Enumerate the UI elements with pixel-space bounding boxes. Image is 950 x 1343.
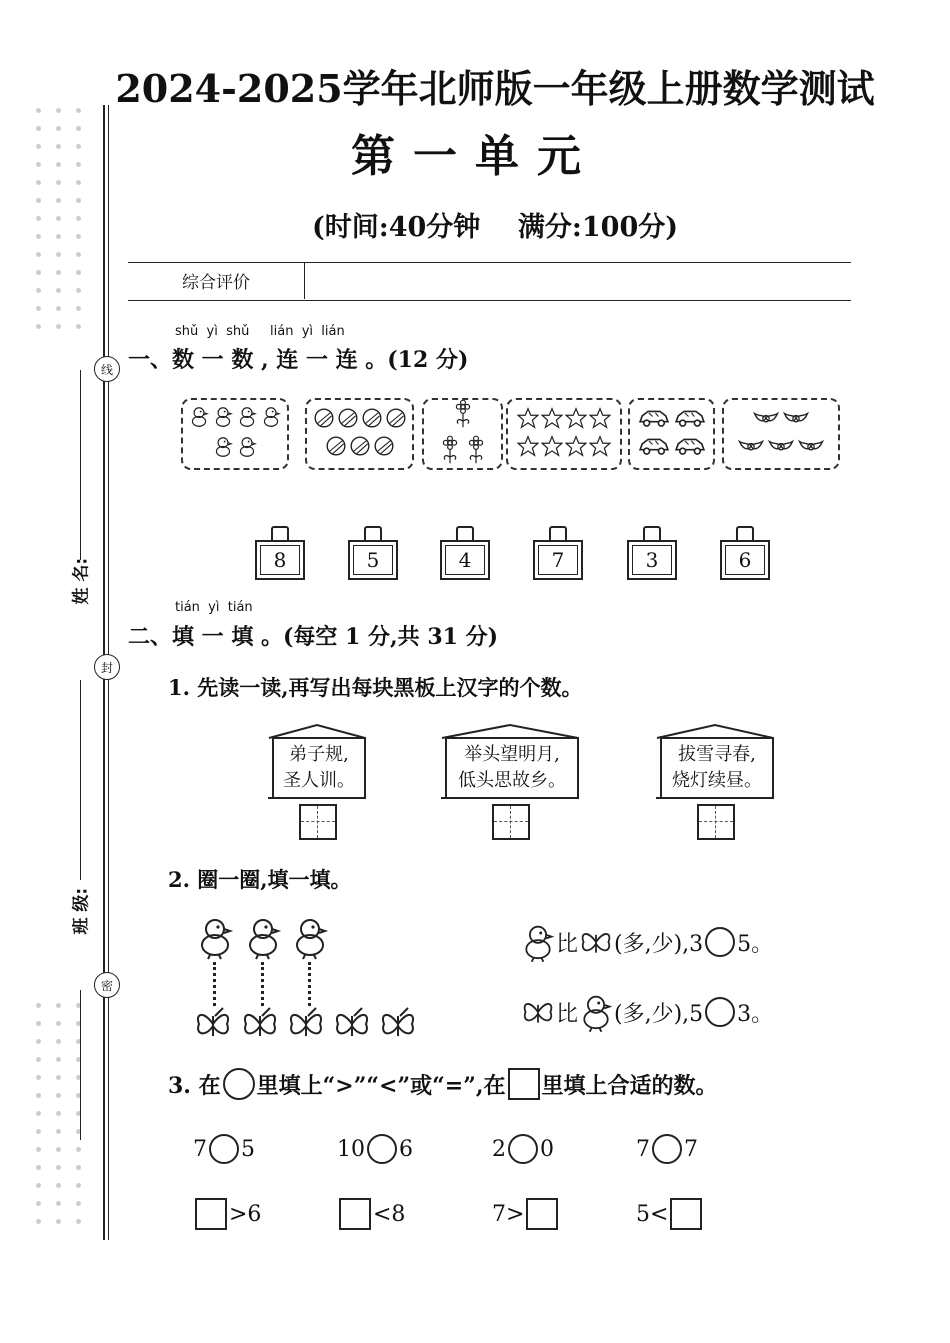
q3-square-example	[508, 1068, 540, 1100]
compare-item	[636, 1134, 698, 1164]
flower-icon	[451, 399, 475, 433]
butterfly-icon	[286, 1006, 326, 1046]
question1-text: 1. 先读一读,再写出每块黑板上汉字的个数。	[168, 675, 583, 700]
blackboard-text: 拔雪寻春,	[678, 744, 756, 765]
decorative-dot	[56, 1129, 61, 1134]
evaluation-label: 综合评价	[128, 262, 305, 299]
q3-text-b: 里填上“>”“<”或“=”,在	[256, 1072, 506, 1099]
q3-text-a: 3. 在	[168, 1072, 221, 1099]
fill-left: 7>	[492, 1201, 525, 1227]
fill-item	[636, 1198, 704, 1230]
ball-icon	[385, 407, 407, 433]
butterfly-icon	[378, 1006, 418, 1046]
compare-item	[337, 1134, 413, 1164]
number-card[interactable]: 5	[348, 540, 398, 580]
car-icon	[637, 407, 671, 433]
seal-xian: 线	[94, 356, 120, 382]
decorative-dot	[36, 252, 41, 257]
dotted-link-line	[308, 962, 311, 1006]
star-icon	[589, 435, 611, 461]
decorative-dot	[36, 1093, 41, 1098]
flower-icon	[464, 435, 488, 469]
decorative-dot	[76, 1147, 81, 1152]
decorative-dot	[56, 1183, 61, 1188]
fill-square[interactable]	[339, 1198, 371, 1230]
blackboard-ledge	[268, 797, 366, 799]
blackboard-ledge	[656, 797, 774, 799]
question3-text	[168, 1068, 718, 1100]
star-icon	[565, 435, 587, 461]
blackboard-ledge	[441, 797, 579, 799]
chick-icon	[290, 914, 330, 964]
chick-icon	[236, 435, 258, 463]
chick-icon	[212, 405, 234, 433]
picture-group-4[interactable]	[506, 398, 622, 470]
decorative-dot	[36, 1201, 41, 1206]
q2-s1-end: 5。	[737, 931, 774, 957]
exam-title: 2024-2025学年北师版一年级上册数学测试	[115, 66, 875, 111]
class-line	[80, 990, 81, 1140]
compare-left: 10	[337, 1136, 365, 1162]
chick-icon	[212, 435, 234, 463]
fill-square[interactable]	[195, 1198, 227, 1230]
decorative-dot	[36, 1003, 41, 1008]
ball-icon	[349, 435, 371, 461]
decorative-dot	[36, 1147, 41, 1152]
name-line-upper	[80, 370, 81, 560]
answer-grid-box[interactable]	[492, 804, 530, 840]
decorative-dot	[36, 1057, 41, 1062]
decorative-dot	[36, 1165, 41, 1170]
answer-grid-box[interactable]	[299, 804, 337, 840]
star-icon	[541, 407, 563, 433]
blackboard-text: 举头望明月,	[464, 744, 560, 765]
star-icon	[517, 435, 539, 461]
compare-left: 2	[492, 1136, 506, 1162]
dotted-link-line	[213, 962, 216, 1006]
decorative-dot	[36, 198, 41, 203]
compare-left: 7	[636, 1136, 650, 1162]
blackboard	[660, 737, 774, 799]
decorative-dot	[76, 1219, 81, 1224]
decorative-dot	[76, 270, 81, 275]
butterfly-icon	[193, 1006, 233, 1046]
q2-sentence-2	[520, 992, 773, 1032]
q2-s2-bi: 比	[556, 1001, 579, 1027]
section2-pinyin: tián yì tián	[175, 600, 253, 615]
bird-icon	[797, 435, 825, 461]
fill-item	[193, 1198, 261, 1230]
q2-sentence-1	[520, 922, 773, 962]
decorative-dot	[36, 1111, 41, 1116]
butterfly-icon	[520, 996, 556, 1028]
q2-s1-circle[interactable]	[705, 927, 735, 957]
compare-right: 5	[241, 1136, 255, 1162]
butterfly-icon	[578, 926, 614, 958]
star-icon	[517, 407, 539, 433]
decorative-dot	[56, 1219, 61, 1224]
chick-icon	[520, 922, 556, 962]
blackboard-text: 烧灯续昼。	[672, 770, 762, 791]
decorative-dot	[56, 1039, 61, 1044]
seal-mi: 密	[94, 972, 120, 998]
blackboard-text: 低头思故乡。	[458, 770, 566, 791]
section1-title: 一、数 一 数 , 连 一 连 。(12 分)	[128, 347, 469, 373]
ball-icon	[313, 407, 335, 433]
dot-column	[36, 108, 96, 1238]
fill-right: <8	[373, 1201, 406, 1227]
butterfly-icon	[240, 1006, 280, 1046]
car-icon	[673, 407, 707, 433]
ball-icon	[373, 435, 395, 461]
time-score: (时间:40分钟 满分:100分)	[311, 212, 679, 243]
compare-item	[492, 1134, 554, 1164]
decorative-dot	[56, 324, 61, 329]
number-card[interactable]: 4	[440, 540, 490, 580]
compare-left: 7	[193, 1136, 207, 1162]
q3-text-c: 里填上合适的数。	[541, 1072, 718, 1099]
q2-s2-circle[interactable]	[705, 997, 735, 1027]
blackboard-text: 弟子规,	[289, 744, 349, 765]
bird-icon	[752, 407, 780, 433]
chick-icon	[188, 405, 210, 433]
chick-icon	[578, 992, 614, 1032]
unit-title: 第一单元	[351, 131, 599, 182]
number-card[interactable]: 6	[720, 540, 770, 580]
decorative-dot	[36, 288, 41, 293]
car-icon	[637, 435, 671, 461]
bird-icon	[767, 435, 795, 461]
star-icon	[589, 407, 611, 433]
name-line-lower	[80, 680, 81, 880]
decorative-dot	[56, 1201, 61, 1206]
compare-circle[interactable]	[209, 1134, 239, 1164]
picture-group-6[interactable]	[722, 398, 840, 470]
q2-s1-bi: 比	[556, 931, 579, 957]
decorative-dot	[56, 1111, 61, 1116]
chick-icon	[260, 405, 282, 433]
dotted-link-line	[261, 962, 264, 1006]
number-card[interactable]: 7	[533, 540, 583, 580]
q2-s2-end: 3。	[737, 1001, 774, 1027]
q3-circle-example	[223, 1068, 255, 1100]
number-card[interactable]: 3	[627, 540, 677, 580]
name-label: 姓 名:	[71, 557, 92, 605]
decorative-dot	[56, 1147, 61, 1152]
number-card[interactable]: 8	[255, 540, 305, 580]
decorative-dot	[56, 1093, 61, 1098]
decorative-dot	[56, 198, 61, 203]
compare-right: 7	[684, 1136, 698, 1162]
decorative-dot	[76, 1183, 81, 1188]
decorative-dot	[56, 1075, 61, 1080]
q2-s1-rest: (多,少),3	[614, 931, 704, 957]
car-icon	[673, 435, 707, 461]
decorative-dot	[56, 306, 61, 311]
decorative-dot	[56, 270, 61, 275]
decorative-dot	[36, 1039, 41, 1044]
decorative-dot	[76, 306, 81, 311]
fill-right: >6	[229, 1201, 262, 1227]
decorative-dot	[36, 1021, 41, 1026]
chick-icon	[236, 405, 258, 433]
blackboard	[272, 737, 366, 799]
picture-group-5[interactable]	[628, 398, 715, 470]
fill-square[interactable]	[670, 1198, 702, 1230]
decorative-dot	[36, 1183, 41, 1188]
decorative-dot	[76, 1201, 81, 1206]
decorative-dot	[36, 306, 41, 311]
decorative-dot	[56, 252, 61, 257]
decorative-dot	[36, 324, 41, 329]
decorative-dot	[56, 1003, 61, 1008]
blackboard	[445, 737, 579, 799]
compare-right: 0	[540, 1136, 554, 1162]
evaluation-field[interactable]	[306, 264, 851, 298]
butterfly-icon	[332, 1006, 372, 1046]
flower-icon	[438, 435, 462, 469]
compare-item	[193, 1134, 255, 1164]
answer-grid-box[interactable]	[697, 804, 735, 840]
bird-icon	[782, 407, 810, 433]
compare-circle[interactable]	[367, 1134, 397, 1164]
star-icon	[565, 407, 587, 433]
ball-icon	[325, 435, 347, 461]
decorative-dot	[76, 1165, 81, 1170]
decorative-dot	[76, 198, 81, 203]
decorative-dot	[56, 1165, 61, 1170]
decorative-dot	[76, 252, 81, 257]
ball-icon	[337, 407, 359, 433]
chick-icon	[243, 914, 283, 964]
compare-circle[interactable]	[652, 1134, 682, 1164]
star-icon	[541, 435, 563, 461]
picture-group-1[interactable]	[181, 398, 289, 470]
decorative-dot	[36, 1129, 41, 1134]
decorative-dot	[36, 1075, 41, 1080]
chick-icon	[195, 914, 235, 964]
fill-item	[492, 1198, 560, 1230]
decorative-dot	[56, 1021, 61, 1026]
compare-right: 6	[399, 1136, 413, 1162]
decorative-dot	[56, 288, 61, 293]
picture-group-2[interactable]	[305, 398, 414, 470]
compare-circle[interactable]	[508, 1134, 538, 1164]
bird-icon	[737, 435, 765, 461]
decorative-dot	[36, 270, 41, 275]
fill-left: 5<	[636, 1201, 669, 1227]
section1-pinyin: shǔ yì shǔ lián yì lián	[175, 324, 345, 339]
fill-item	[337, 1198, 405, 1230]
seal-feng: 封	[94, 654, 120, 680]
decorative-dot	[36, 1219, 41, 1224]
blackboard-text: 圣人训。	[283, 770, 355, 791]
picture-group-3[interactable]	[422, 398, 503, 470]
ball-icon	[361, 407, 383, 433]
decorative-dot	[56, 1057, 61, 1062]
fill-square[interactable]	[526, 1198, 558, 1230]
decorative-dot	[76, 288, 81, 293]
question2-text: 2. 圈一圈,填一填。	[168, 867, 352, 892]
class-label: 班 级:	[71, 887, 92, 935]
section2-title: 二、填 一 填 。(每空 1 分,共 31 分)	[128, 624, 499, 650]
q2-s2-rest: (多,少),5	[614, 1001, 704, 1027]
decorative-dot	[76, 324, 81, 329]
